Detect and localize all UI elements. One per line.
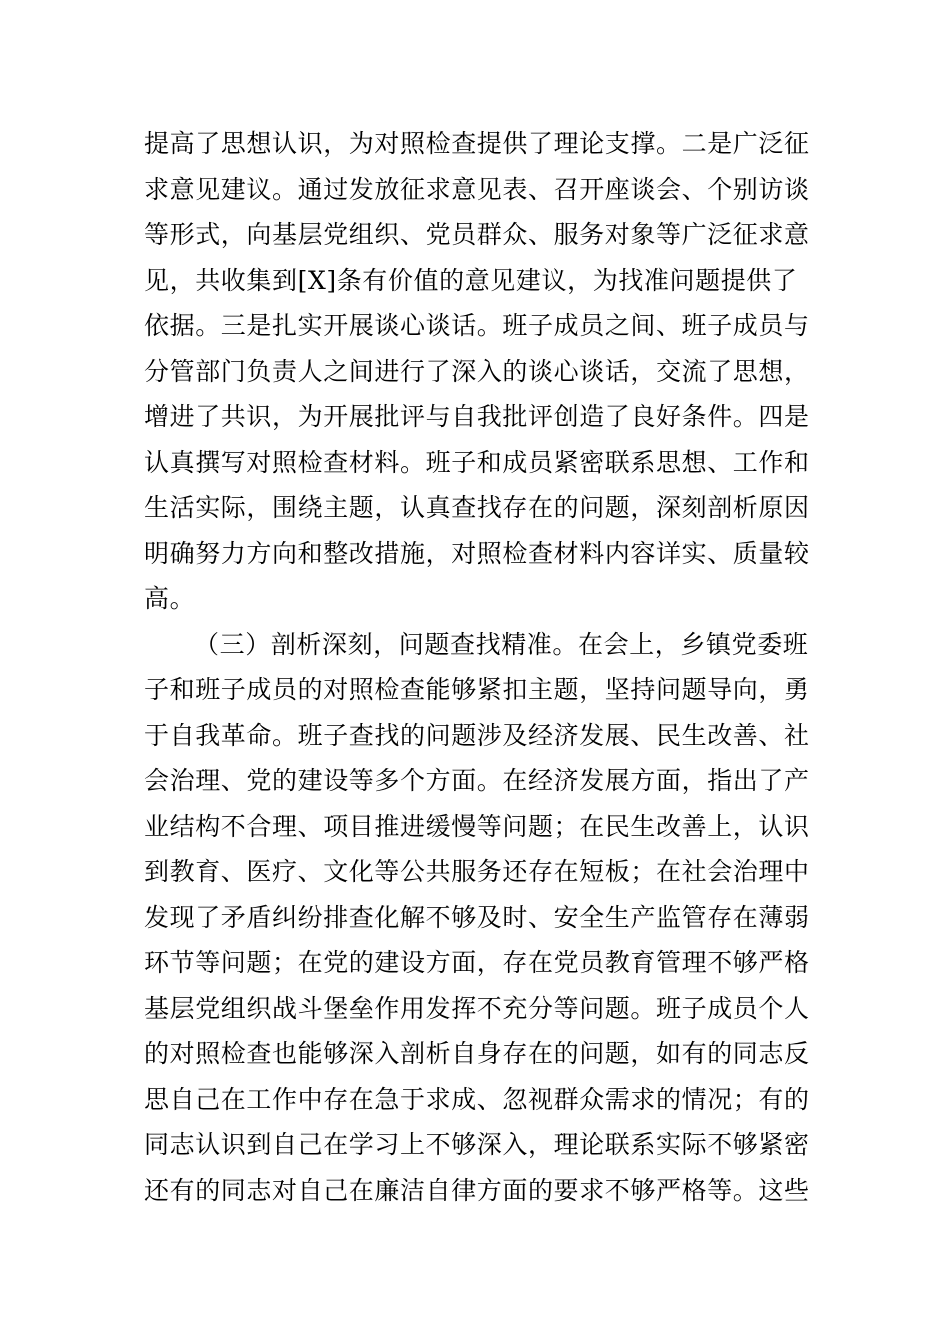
text-line: 同志认识到自己在学习上不够深入，理论联系实际不够紧密 xyxy=(144,1130,810,1159)
text-line: 会治理、党的建设等多个方面。在经济发展方面，指出了产 xyxy=(144,766,810,795)
text-line: 思自己在工作中存在急于求成、忽视群众需求的情况；有的 xyxy=(144,1084,810,1114)
text-line: 还有的同志对自己在廉洁自律方面的要求不够严格等。这些 xyxy=(144,1175,810,1205)
text-line: 求意见建议。通过发放征求意见表、召开座谈会、个别访谈 xyxy=(144,174,810,204)
text-line: 基层党组织战斗堡垒作用发挥不充分等问题。班子成员个人 xyxy=(144,993,810,1023)
body-text xyxy=(144,121,814,1213)
text-line: 明确努力方向和整改措施，对照检查材料内容详实、质量较 xyxy=(144,538,810,568)
text-line: 增进了共识，为开展批评与自我批评创造了良好条件。四是 xyxy=(144,402,810,431)
section-heading-line: （三）剖析深刻，问题查找精准。在会上，乡镇党委班 xyxy=(194,629,809,659)
text-line: 分管部门负责人之间进行了深入的谈心谈话，交流了思想， xyxy=(144,356,810,386)
text-line: 发现了矛盾纠纷排查化解不够及时、安全生产监管存在薄弱 xyxy=(144,902,810,932)
text-line: 的对照检查也能够深入剖析自身存在的问题，如有的同志反 xyxy=(144,1039,810,1068)
text-line: 到教育、医疗、文化等公共服务还存在短板；在社会治理中 xyxy=(144,857,810,886)
text-line: 生活实际，围绕主题，认真查找存在的问题，深刻剖析原因 xyxy=(144,493,810,522)
text-line: 环节等问题；在党的建设方面，存在党员教育管理不够严格 xyxy=(144,948,810,977)
text-line: 业结构不合理、项目推进缓慢等问题；在民生改善上，认识 xyxy=(144,811,810,841)
text-line: 认真撰写对照检查材料。班子和成员紧密联系思想、工作和 xyxy=(144,447,810,477)
text-line: 见，共收集到[X]条有价值的意见建议，为找准问题提供了 xyxy=(144,265,798,295)
text-line: 依据。三是扎实开展谈心谈话。班子成员之间、班子成员与 xyxy=(144,311,810,340)
text-line: 等形式，向基层党组织、党员群众、服务对象等广泛征求意 xyxy=(144,220,810,249)
text-line: 高。 xyxy=(144,584,196,613)
text-line: 于自我革命。班子查找的问题涉及经济发展、民生改善、社 xyxy=(144,720,810,750)
text-line: 提高了思想认识，为对照检查提供了理论支撑。二是广泛征 xyxy=(144,129,810,158)
text-line: 子和班子成员的对照检查能够紧扣主题，坚持问题导向，勇 xyxy=(144,675,810,704)
